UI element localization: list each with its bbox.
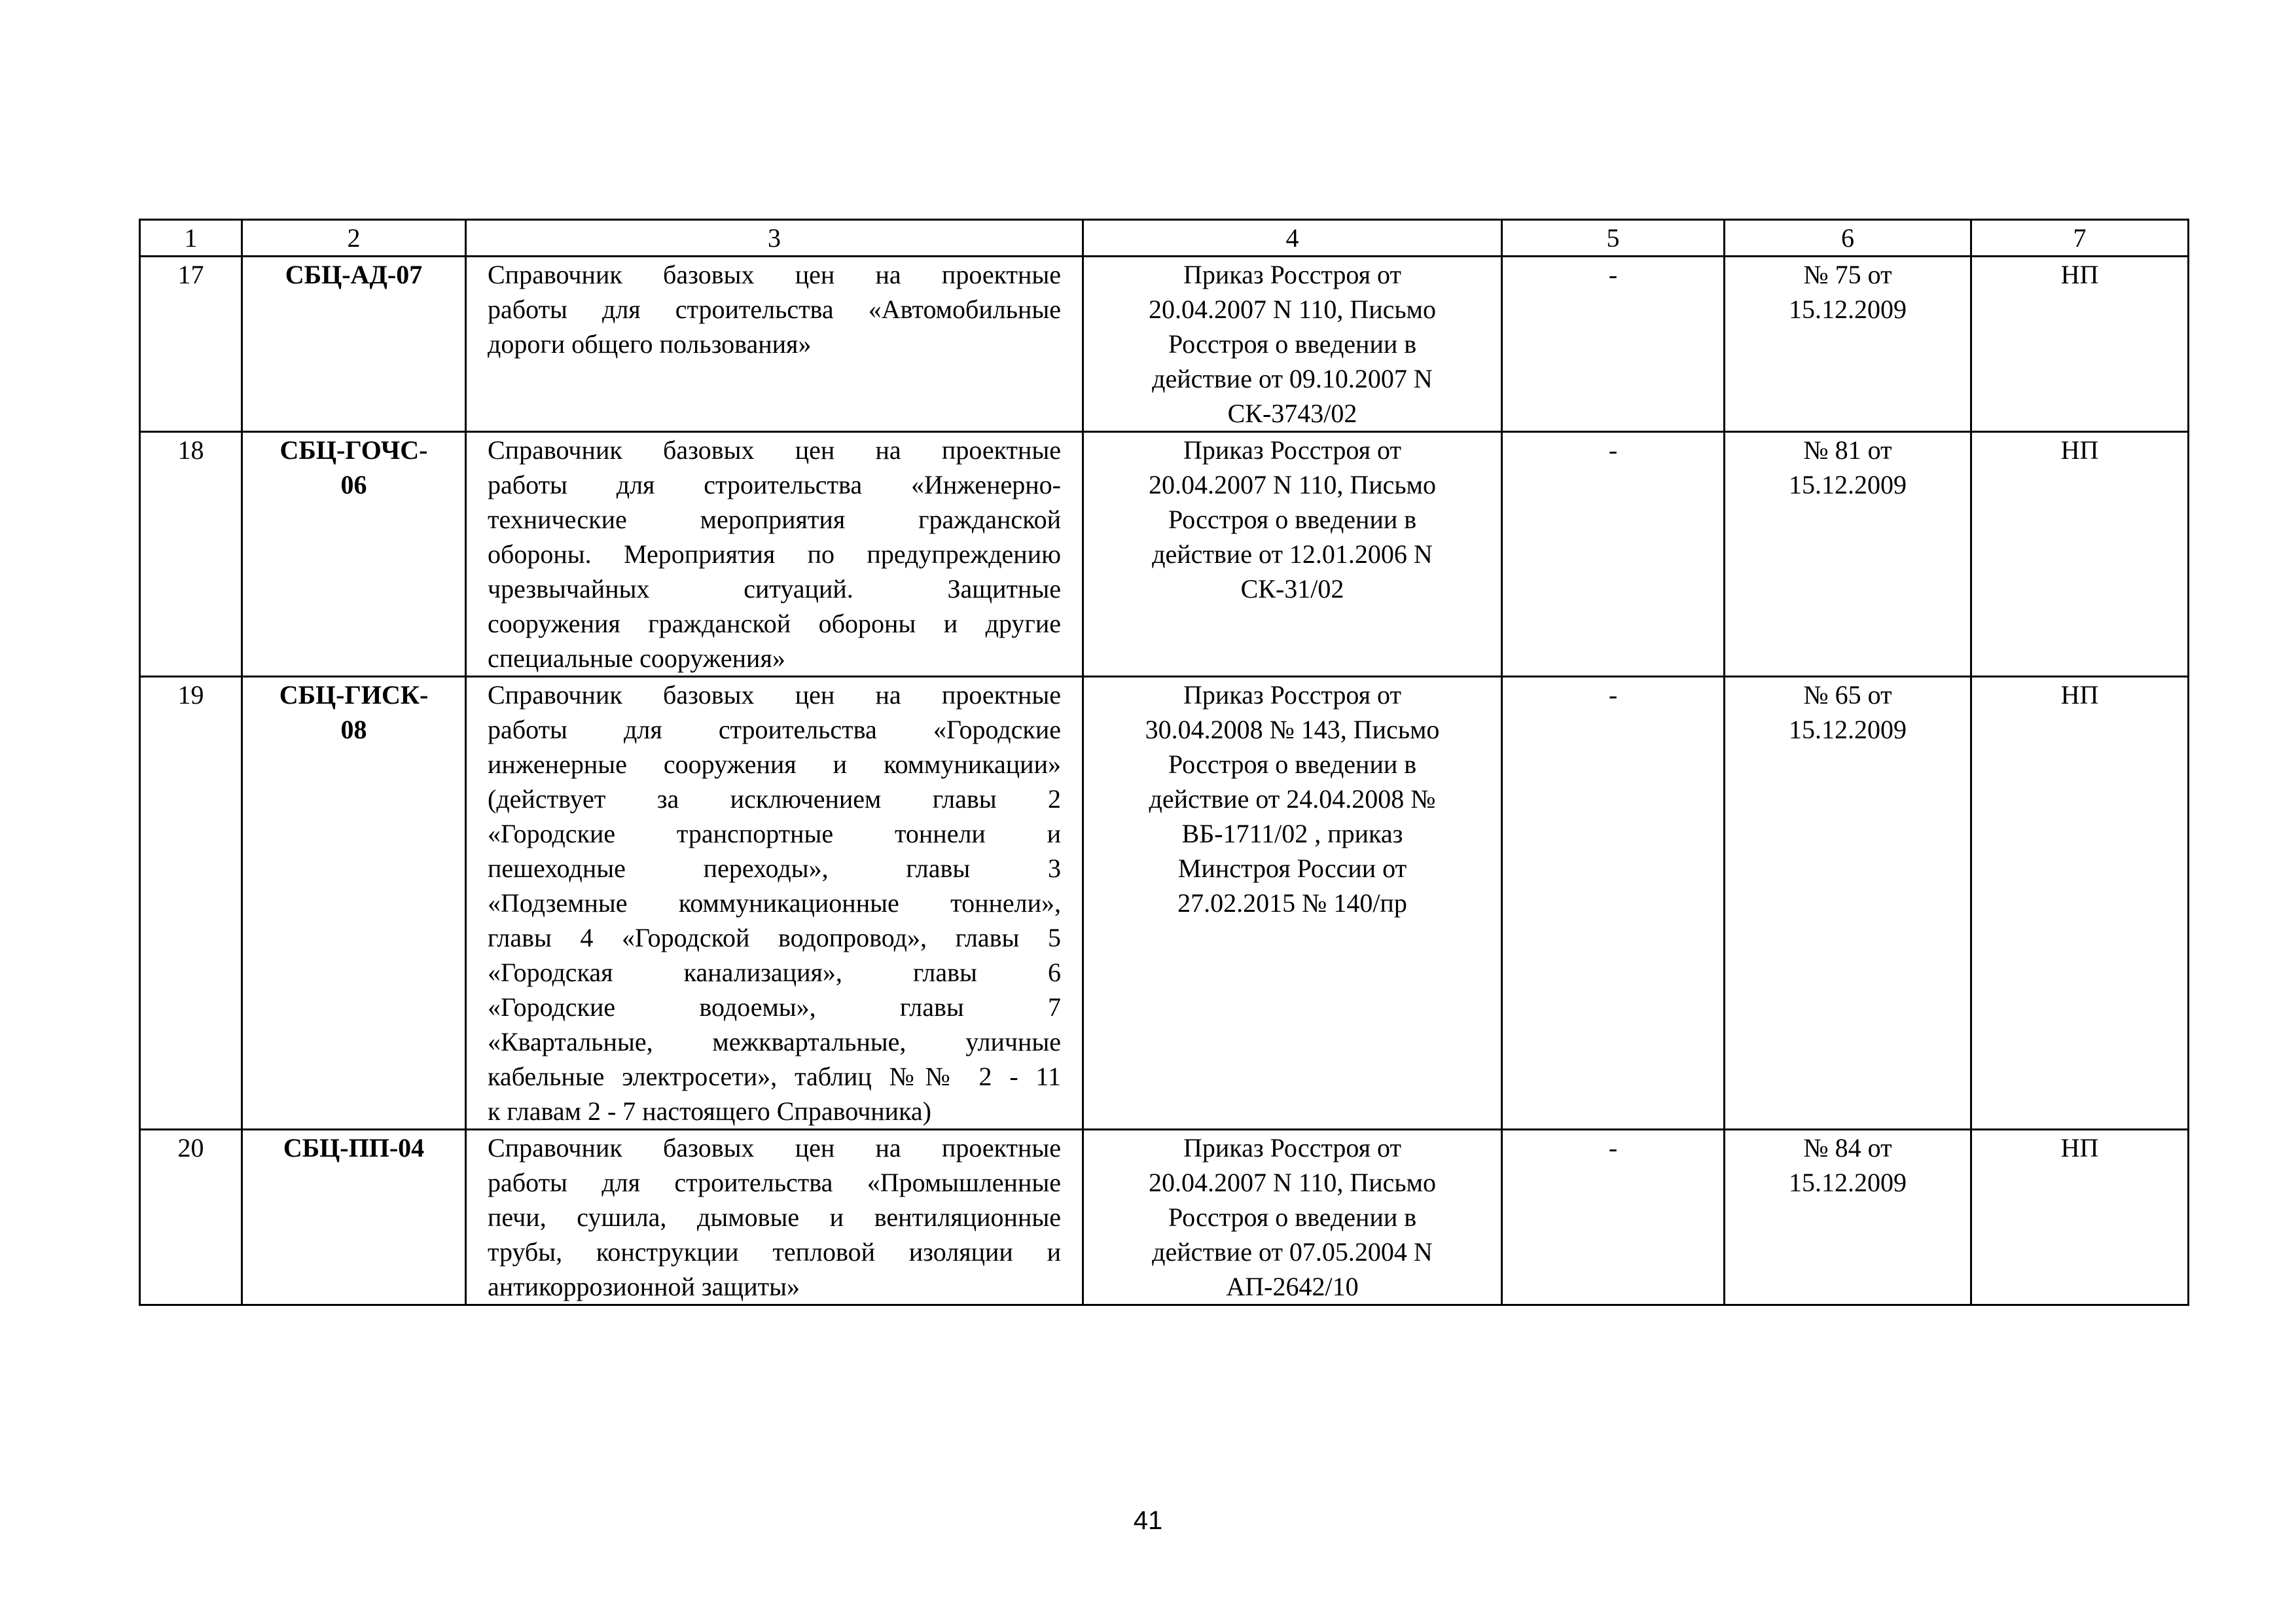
document-line: Приказ Росстроя от [1183,260,1401,289]
column-header: 3 [466,220,1083,257]
column-header: 6 [1725,220,1971,257]
title-line: работы для строительства «Промышленные [488,1168,1061,1197]
reference-title [466,432,1083,677]
row-number: 20 [140,1130,242,1305]
title-line: к главам 2 - 7 настоящего Справочника) [488,1096,931,1126]
row-number: 17 [140,257,242,432]
reference-table [139,219,2189,1306]
document-line: 20.04.2007 N 110, Письмо [1148,1168,1436,1197]
document-line: Росстроя о введении в [1168,749,1417,779]
reference-line: 15.12.2009 [1789,295,1907,324]
title-line: работы для строительства «Автомобильные [488,295,1061,324]
reference-line: 15.12.2009 [1789,1168,1907,1197]
registry-reference [1725,1130,1971,1305]
table-row [140,257,2189,432]
document-line: Приказ Росстроя от [1183,435,1401,465]
document-line: СК-3743/02 [1227,399,1357,428]
column-5-value: - [1502,677,1725,1130]
title-line: работы для строительства «Городские [488,715,1061,744]
column-5-value: - [1502,1130,1725,1305]
status-value: НП [1971,432,2189,677]
reference-line: № 65 от [1803,680,1892,710]
reference-code: СБЦ-АД-07 [242,257,466,432]
document-line: действие от 09.10.2007 N [1152,364,1433,393]
title-line: «Городские водоемы», главы 7 [488,992,1061,1022]
title-line: сооружения гражданской обороны и другие [488,609,1061,638]
title-line: Справочник базовых цен на проектные [488,1133,1061,1163]
row-number: 18 [140,432,242,677]
title-line: пешеходные переходы», главы 3 [488,854,1061,883]
registry-reference [1725,432,1971,677]
status-value: НП [1971,1130,2189,1305]
title-line: технические мероприятия гражданской [488,505,1061,534]
approval-document [1083,432,1502,677]
title-line: главы 4 «Городской водопровод», главы 5 [488,923,1061,952]
document-line: 30.04.2008 № 143, Письмо [1145,715,1440,744]
document-line: ВБ-1711/02 , приказ [1181,819,1403,848]
column-header: 1 [140,220,242,257]
title-line: «Городская канализация», главы 6 [488,958,1061,987]
title-line: Справочник базовых цен на проектные [488,680,1061,710]
code-line: 08 [340,715,367,744]
title-line: трубы, конструкции тепловой изоляции и [488,1237,1061,1267]
title-line: «Городские транспортные тоннели и [488,819,1061,848]
registry-reference [1725,677,1971,1130]
document-line: АП-2642/10 [1226,1272,1359,1301]
document-line: Росстроя о введении в [1168,505,1417,534]
column-5-value: - [1502,432,1725,677]
column-header: 7 [1971,220,2189,257]
title-line: инженерные сооружения и коммуникации» [488,749,1061,779]
registry-reference [1725,257,1971,432]
status-value: НП [1971,257,2189,432]
reference-title [466,257,1083,432]
column-5-value: - [1502,257,1725,432]
title-line: антикоррозионной защиты» [488,1272,800,1301]
column-header: 4 [1083,220,1502,257]
title-line: «Подземные коммуникационные тоннели», [488,888,1061,918]
document-line: действие от 12.01.2006 N [1152,539,1433,569]
approval-document [1083,1130,1502,1305]
reference-line: № 75 от [1803,260,1892,289]
title-line: Справочник базовых цен на проектные [488,435,1061,465]
column-header: 2 [242,220,466,257]
document-line: действие от 07.05.2004 N [1152,1237,1433,1267]
title-line: кабельные электросети», таблиц №№ 2 - 11 [488,1062,1061,1091]
title-line: (действует за исключением главы 2 [488,784,1061,814]
approval-document [1083,257,1502,432]
row-number: 19 [140,677,242,1130]
reference-line: № 81 от [1803,435,1892,465]
title-line: Справочник базовых цен на проектные [488,260,1061,289]
title-line: печи, сушила, дымовые и вентиляционные [488,1202,1061,1232]
document-line: 20.04.2007 N 110, Письмо [1148,470,1436,499]
document-line: 20.04.2007 N 110, Письмо [1148,295,1436,324]
reference-code [242,432,466,677]
document-line: Росстроя о введении в [1168,1202,1417,1232]
document-line: 27.02.2015 № 140/пр [1177,888,1407,918]
table-row [140,432,2189,677]
document-line: СК-31/02 [1240,574,1344,604]
reference-code [242,677,466,1130]
column-header: 5 [1502,220,1725,257]
title-line: обороны. Мероприятия по предупреждению [488,539,1061,569]
column-number-row [140,220,2189,257]
reference-title [466,1130,1083,1305]
reference-line: № 84 от [1803,1133,1892,1163]
approval-document [1083,677,1502,1130]
table-body [140,220,2189,1305]
page-number: 41 [1133,1506,1163,1535]
code-line: СБЦ-ГОЧС- [279,435,428,465]
title-line: специальные сооружения» [488,643,785,673]
document-line: Приказ Росстроя от [1183,1133,1401,1163]
document-line: Приказ Росстроя от [1183,680,1401,710]
code-line: СБЦ-ГИСК- [279,680,429,710]
title-line: работы для строительства «Инженерно- [488,470,1061,499]
table-row [140,677,2189,1130]
document-line: Росстроя о введении в [1168,329,1417,359]
document-line: действие от 24.04.2008 № [1149,784,1436,814]
status-value: НП [1971,677,2189,1130]
title-line: чрезвычайных ситуаций. Защитные [488,574,1061,604]
reference-code: СБЦ-ПП-04 [242,1130,466,1305]
table-row [140,1130,2189,1305]
title-line: дороги общего пользования» [488,329,812,359]
reference-line: 15.12.2009 [1789,715,1907,744]
document-line: Минстроя России от [1177,854,1407,883]
reference-title [466,677,1083,1130]
title-line: «Квартальные, межквартальные, уличные [488,1027,1061,1056]
reference-line: 15.12.2009 [1789,470,1907,499]
code-line: 06 [340,470,367,499]
